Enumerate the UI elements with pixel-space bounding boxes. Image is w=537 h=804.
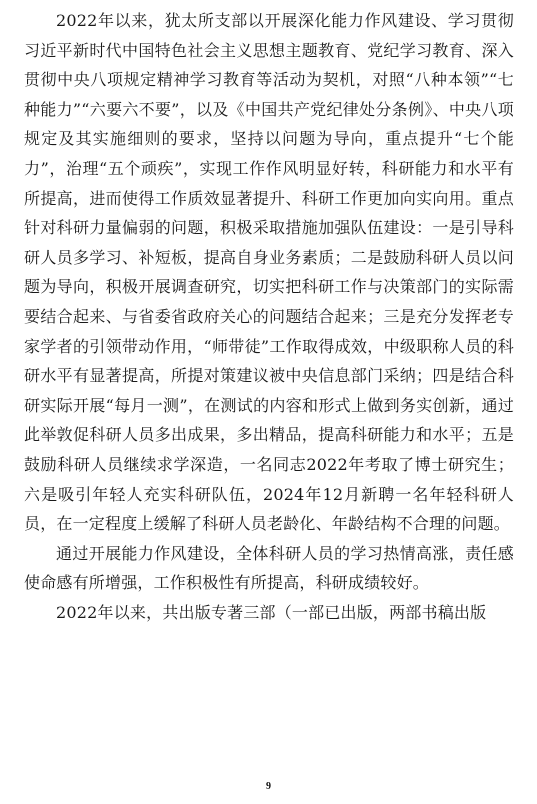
paragraph-results: 通过开展能力作风建设，全体科研人员的学习热情高涨，责任感使命感有所增强，工作积极性有所提高，科研成绩较好。	[24, 543, 514, 593]
page-number: 9	[266, 781, 271, 792]
paragraph-capacity-building: 2022年以来，犹太所支部以开展深化能力作风建设、学习贯彻习近平新时代中国特色社会主义思想主题教育、党纪学习教育、深入贯彻中央八项规定精神学习教育等活动为契机，对照“八种本领”“七种能力”“六要六不要”，以及《中国共产党纪律处分条例》、中央八项规定及其实施细则的要求，坚持以问题为导向，重点提升“七个能力”，治理“五个顽疾”，实现工作作风明显好转，科研能力和水平有所提高，进而使得工作质效显著提升、科研工作更加向实向用。重点针对科研力量偏弱的问题，积极采取措施加强队伍建设：一是引导科研人员多学习、补短板，提高自身业务素质；二是鼓励科研人员以问题为导向，积极开展调查研究，切实把科研工作与决策部门的实际需要结合起来、与省委省政府关心的问题结合起来；三是充分发挥老专家学者的引领带动作用，“师带徒”工作取得成效，中级职称人员的科研水平有显著提高，所提对策建议被中央信息部门采纳；四是结合科研实际开展“每月一测”，在测试的内容和形式上做到务实创新，通过此举敦促科研人员多出成果，多出精品，提高科研能力和水平；五是鼓励科研人员继续求学深造，一名同志2022年考取了博士研究生；六是吸引年轻人充实科研队伍，2024年12月新聘一名年轻科研人员，在一定程度上缓解了科研人员老龄化、年龄结构不合理的问题。	[24, 11, 514, 534]
paragraph-publications: 2022年以来，共出版专著三部（一部已出版，两部书稿出版	[56, 602, 487, 622]
document-body	[24, 6, 514, 627]
